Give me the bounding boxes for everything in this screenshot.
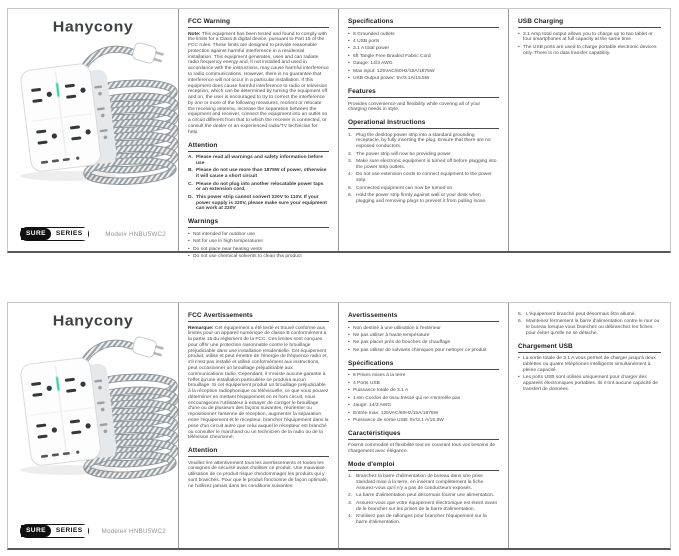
section-heading: Mode d'emploi	[348, 461, 499, 471]
list-item-text: 8 Prises mises à la terre	[353, 373, 406, 379]
list-item-text: Not intended for outdoor use	[193, 231, 255, 237]
section	[348, 119, 499, 205]
list-item-text: 8 Grounded outlets	[353, 31, 395, 37]
list	[348, 32, 499, 83]
paragraph-text: Fournit commodité et flexibilité tout en couvrant tous vos besoins de chargement avec élégance.	[348, 443, 496, 455]
list-marker: •	[518, 44, 520, 50]
list-item	[188, 232, 329, 238]
section-heading: Attention	[188, 447, 329, 457]
list-marker: •	[348, 68, 350, 74]
list-marker: 2.	[348, 493, 353, 499]
list-marker: •	[348, 325, 350, 331]
list-item	[518, 312, 661, 318]
column-specifications	[338, 9, 508, 251]
paragraph	[188, 326, 329, 442]
list-item-text: Ne pas utiliser à haute température	[353, 332, 430, 338]
list-marker: •	[348, 31, 350, 37]
power-strip-body	[20, 355, 118, 467]
paragraph-lead: Note:	[188, 31, 201, 37]
list-item	[348, 326, 499, 332]
column-fcc-warning	[178, 9, 338, 260]
paragraph	[348, 443, 499, 455]
paragraph-text: This equipment has been tested and found to comply with the limits for a Class B digital device, pursuant to Part 15 of the FCC rules. These limits are designed to provide reasonable protection against harmful interference in a residential installation. This equipment generates, uses and can radiate radio frequency energy and, if not installed and used in accordance with the instructions, may cause harmful interference to radio communications. However, there is no guarantee that interference will not occur in a particular installation. If this equipment does cause harmful interference to radio or television reception, which can be determined by turning the equipment off and on, the user is encouraged to try to correct the interference by one or more of the following measures, reorient or relocate the receiving antenna, increase the separation between the equipment and receiver, connect the equipment into an outlet on a circuit different from that to which the receiver is connected, or consult the dealer or an experienced radio/TV technician for help.	[188, 31, 329, 135]
list-item	[348, 348, 499, 354]
list-item	[348, 381, 499, 387]
list-marker: •	[188, 254, 190, 260]
badge-sure-label: SURE	[21, 525, 51, 537]
section	[188, 312, 329, 441]
list-item-text: Please do not use more than 1875W of power, otherwise it will cause a short circuit	[196, 168, 327, 180]
section-heading: Warnings	[188, 218, 329, 228]
list-item-text: Maintenez fermement la barre d'alimentation contre le mur ou le bureau lorsque vous branchez ou débranchez les fiches pour éviter qu'elle ne se détache.	[526, 319, 660, 337]
section-heading: Avertissements	[348, 312, 499, 322]
list-item	[348, 388, 499, 394]
list-marker: 1.	[348, 474, 353, 480]
paragraph	[188, 461, 329, 490]
section-heading: Spécifications	[348, 360, 499, 370]
list-item	[348, 501, 499, 513]
list-item-text: La barre d'alimentation peut désormais fournir une alimentation.	[356, 493, 495, 499]
section-heading: Caractéristiques	[348, 430, 499, 440]
list-item	[518, 356, 661, 373]
list-item	[348, 186, 499, 192]
sure-series-badge	[20, 227, 89, 241]
list-marker: •	[188, 231, 190, 237]
list-marker: •	[348, 380, 350, 386]
list-marker: •	[188, 246, 190, 252]
list-item	[348, 69, 499, 75]
section-heading: FCC Avertissements	[188, 312, 329, 322]
list-item-text: USB Output power: 5V/3.1A/15.5W	[353, 76, 430, 82]
list-marker: 3.	[348, 500, 353, 506]
section-heading: Features	[348, 88, 499, 98]
list-item-text: Ne pas utiliser de solvants chimiques pour nettoyer ce produit	[353, 347, 487, 353]
paragraph-text: Provides convenience and flexibility while covering all of your charging needs in style.	[348, 101, 481, 113]
list-item-text: Please do not plug into another relocatable power taps or an extension cord.	[196, 181, 324, 193]
manual-page-french	[7, 302, 671, 550]
list-marker: •	[348, 332, 350, 338]
list-marker: 3.	[348, 159, 353, 165]
list	[188, 232, 329, 260]
list-item	[348, 493, 499, 499]
list-item-text: Ne pas placer près de bouches de chauffage	[353, 340, 451, 346]
list-marker: 5.	[518, 312, 523, 317]
list-item	[348, 411, 499, 417]
list-item-text: Non destiné à une utilisation à l'extérieur	[353, 325, 441, 331]
power-strip-illustration	[18, 39, 182, 189]
list-marker: A.	[188, 155, 193, 161]
product-column	[8, 9, 178, 251]
list-marker: 4.	[348, 514, 353, 520]
list-marker: •	[188, 239, 190, 245]
section	[518, 312, 661, 337]
list-item	[348, 514, 499, 526]
column-chargement-usb	[508, 303, 670, 548]
list-item-text: Puissance de sortie USB: 5V/3.1 A/15.5W	[353, 418, 444, 423]
section	[188, 142, 329, 213]
list	[188, 155, 329, 212]
list-item	[518, 375, 661, 392]
badge-series-label: SERIES	[51, 525, 88, 537]
list	[518, 32, 661, 57]
list	[348, 373, 499, 424]
list	[348, 326, 499, 354]
list-marker: •	[348, 395, 350, 401]
list-item	[348, 474, 499, 491]
list	[348, 474, 499, 525]
list-item-text: The USB ports are used to charge portable electronic devices only. There is no data transfer capability.	[523, 44, 657, 56]
list-item-text: L'équipement branché peut désormais être allumé.	[526, 312, 636, 317]
list-item-text: Please read all warnings and safety information before use	[196, 155, 323, 166]
list-marker: 5.	[348, 185, 353, 191]
list-item	[348, 193, 499, 205]
badge-sure-label: SURE	[21, 228, 51, 240]
list-item	[188, 182, 329, 194]
list-marker: 1.	[348, 132, 353, 138]
list-marker: •	[348, 403, 350, 409]
list-item-text: N'utilisez pas de rallonges pour brancher l'équipement sur la barre d'alimentation.	[356, 514, 487, 525]
product-column	[8, 303, 178, 548]
list-marker: B.	[188, 168, 193, 174]
list-item	[348, 159, 499, 171]
model-number: Model# HNBU5WC2	[105, 230, 166, 238]
section-heading: Operational Instructions	[348, 119, 499, 129]
list-item-text: Entrée max: 125VAC/60Hz/15A/1875W	[353, 410, 439, 416]
product-footer	[18, 524, 168, 540]
list-marker: •	[348, 418, 350, 423]
list-item	[188, 239, 329, 245]
list-item-text: 3.1 Amp total output allows you to charge up to two tablet or four smartphones at full capacity at the same time	[523, 31, 653, 43]
paragraph-text: Veuillez lire attentivement tous les avertissements et toutes les consignes de sécurité avant d'utiliser ce produit. Une mauvaise utilisation de ce produit risque d'endommager les produits qui y sont branchés. Pour que le produit fonctionne de façon optimale, ne l'utilisez jamais dans les conditions suivantes:	[188, 460, 329, 489]
list-item	[188, 195, 329, 212]
list-item-text: Do not place near heating vents	[193, 246, 263, 252]
list-item-text: Max input: 125VAC/60Hz/15A/1875W	[353, 68, 435, 74]
list-item	[348, 172, 499, 184]
list	[348, 133, 499, 205]
list-item	[348, 373, 499, 379]
paragraph	[348, 102, 499, 114]
list-item	[348, 46, 499, 52]
list-item	[348, 133, 499, 150]
list-item	[348, 39, 499, 45]
list-item	[348, 403, 499, 409]
list-marker: •	[348, 53, 350, 59]
list-item	[348, 333, 499, 339]
list-item-text: Branchez la barre d'alimentation de bureau dans une prise standard mise à la terre, en insérant complètement la fiche. Assurez-vous qu'il n'y a pas de conducteurs exposés.	[356, 474, 485, 491]
section	[348, 88, 499, 113]
list-marker: •	[518, 31, 520, 37]
paragraph-lead: Remarque:	[188, 325, 214, 331]
section	[518, 343, 661, 393]
list-item	[348, 340, 499, 346]
list	[518, 356, 661, 392]
list-item-text: Connected equipment can now be turned on.	[356, 185, 454, 191]
list-item-text: Not for use in high temperatures	[193, 239, 263, 245]
list-item	[188, 247, 329, 253]
badge-series-label: SERIES	[51, 228, 88, 240]
list-item	[348, 32, 499, 38]
list-item-text: La sortie totale de 3.1 A vous permet de charger jusqu'à deux tablettes ou quatre téléphones intelligents simultanément à pleine capacité.	[523, 356, 656, 373]
list-marker: •	[348, 410, 350, 416]
list-marker: •	[348, 38, 350, 44]
plug	[132, 336, 166, 361]
section	[348, 461, 499, 526]
list-item-text: The power strip will now be providing power.	[356, 151, 452, 157]
paragraph	[188, 32, 329, 136]
list-item-text: Jauge: 14/3 AWG	[353, 403, 392, 409]
list-item	[518, 45, 661, 57]
list-item	[188, 168, 329, 180]
section	[518, 18, 661, 56]
shadow	[20, 171, 116, 181]
power-strip-illustration	[18, 333, 182, 483]
list-marker: •	[348, 61, 350, 67]
product-footer	[18, 227, 168, 243]
list-item	[348, 61, 499, 67]
column-usb-charging	[508, 9, 670, 251]
section	[348, 18, 499, 82]
section-heading: FCC Warning	[188, 18, 329, 28]
list-item-text: Gauge: 14/3 AWG	[353, 61, 393, 67]
power-strip-body	[20, 61, 118, 173]
list-item-text: Do not use extension cords to connect equipment to the power strip.	[356, 172, 492, 184]
list-item-text: Plug the desktop power strip into a standard grounding receptacle, by fully inserting the plug. Ensure that there are no exposed conductors.	[356, 132, 491, 150]
list-item	[348, 152, 499, 158]
section	[188, 218, 329, 260]
list-marker: 4.	[348, 172, 353, 178]
section	[188, 447, 329, 489]
column-fcc-avertissements	[178, 303, 338, 548]
list-marker: C.	[188, 181, 193, 187]
section-heading: Chargement USB	[518, 343, 661, 353]
list-marker: D.	[188, 194, 193, 200]
list-item-text: This power strip cannot convert 220V to 110V. If your power supply is 220V, please make sure your equipment can work at 220V	[196, 194, 327, 212]
list-item	[188, 254, 329, 260]
list-marker: •	[348, 340, 350, 346]
model-number: Modèle# HNBU5WC2	[101, 527, 166, 535]
list-marker: •	[518, 356, 520, 362]
section	[188, 18, 329, 136]
list	[518, 312, 661, 337]
section	[348, 360, 499, 424]
list-marker: •	[348, 46, 350, 52]
list-item-text: Puissance totale de 3.1 A	[353, 388, 409, 394]
section	[348, 430, 499, 455]
product-image	[18, 39, 182, 189]
list-item-text: Assurez-vous que votre équipement électronique est éteint avant de le brancher sur les prises de la barre d'alimentation.	[356, 500, 497, 512]
shadow	[20, 465, 116, 475]
list-marker: •	[348, 76, 350, 82]
list-item-text: 4 Ports USB	[353, 380, 380, 386]
list-item	[188, 155, 329, 167]
list-marker: 6.	[518, 319, 523, 325]
list-item-text: Make sure electronic equipment is turned off before plugging into the power strip outlets.	[356, 159, 497, 170]
list-item	[348, 54, 499, 60]
list-item-text: Les ports USB sont utilisés uniquement pour charger des appareils électroniques portables. Ils n'ont aucune capacité de transfert de données.	[523, 375, 658, 392]
list-marker: 2.	[348, 151, 353, 157]
plug	[132, 42, 166, 67]
list-marker: 6.	[348, 193, 353, 199]
list-item	[348, 396, 499, 402]
list-marker: •	[348, 373, 350, 379]
list-item-text: 1.8m Cordon de tissu tressé qui ne s'emmêle pas	[353, 395, 461, 401]
sure-series-badge	[20, 524, 89, 538]
list-item	[518, 32, 661, 44]
list-item-text: Do not use chemical solvents to clean this product	[193, 254, 302, 260]
section	[348, 312, 499, 354]
list-item-text: 3.1 A total power	[353, 46, 390, 52]
list-marker: •	[348, 347, 350, 353]
section-heading: Specifications	[348, 18, 499, 28]
list-marker: •	[348, 388, 350, 394]
list-item-text: 6ft Tangle Free Braided Fabric Cord	[353, 53, 431, 59]
list-marker: •	[518, 375, 520, 381]
brand-logo: Hanycony	[52, 19, 134, 36]
brand-logo: Hanycony	[52, 313, 134, 330]
list-item-text: Hold the power strip firmly against wall or your desk when plugging and removing plugs to prevent it from pulling loose.	[356, 193, 487, 204]
section-heading: Attention	[188, 142, 329, 152]
section-heading: USB Charging	[518, 18, 661, 28]
list-item-text: 4 USB ports	[353, 38, 380, 44]
paragraph-text: Cet équipement a été testé et trouvé conforme aux limites pour un appareil numérique de classe B conformément à la partie 15 du règlement de la FCC. Ces limites sont conçues pour offrir une protection raisonnable contre le brouillage préjudiciable dans une installation résidentielle. Cet équipement produit, utilise et peut émettre de l'énergie de fréquence radio et, s'il n'est pas installé et utilisé conformément aux instructions, peut occasionner un brouillage préjudiciable aux communications radio. Cependant, il n'existe aucune garantie à l'effet qu'une installation particulière ne produira aucun brouillage. Si cet équipement produit un brouillage préjudiciable à la réception radiophonique ou télévisuelle, ce que vous pouvez déterminer en mettant l'équipement en et hors circuit, nous encourageons l'utilisateur à essayer de corriger le brouillage d'une ou de plusieurs des façons suivantes, réorienter ou repositionner l'antenne de réception, augmenter la séparation entre l'équipement et le récepteur, brancher l'équipement dans la prise d'un circuit autre que celui auquel le récepteur est branché ou consulter le marchand ou un technicien de la radio ou de la télévision chevronné.	[188, 325, 329, 441]
column-specifications-fr	[338, 303, 508, 548]
list-item	[348, 418, 499, 424]
list-item	[348, 76, 499, 82]
product-image	[18, 333, 182, 483]
manual-page-english	[7, 8, 671, 260]
list-item	[518, 319, 661, 336]
